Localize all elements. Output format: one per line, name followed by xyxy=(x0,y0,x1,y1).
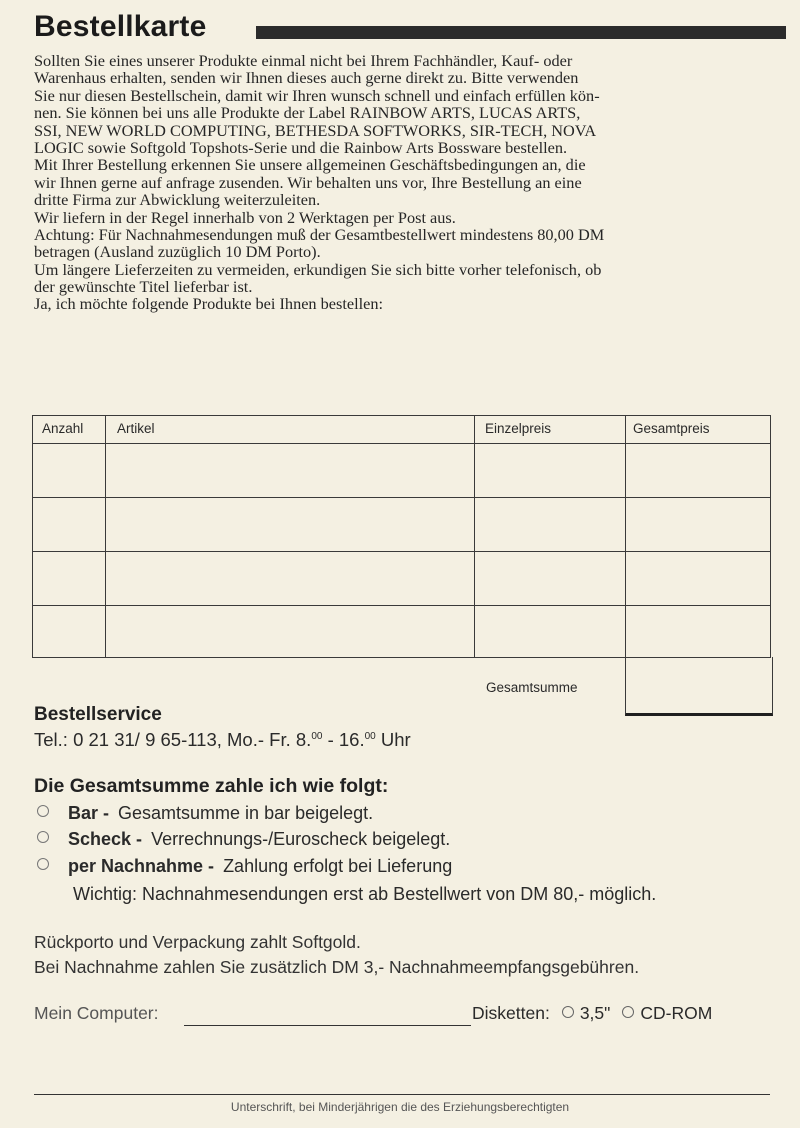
header-artikel: Artikel xyxy=(117,421,155,436)
intro-line: Wir liefern in der Regel innerhalb von 2 Werktagen per Post aus. xyxy=(34,207,456,227)
page-title: Bestellkarte xyxy=(34,10,207,43)
radio-icon[interactable] xyxy=(622,1006,634,1018)
option-name: Bar - xyxy=(68,803,110,823)
phone-sup: 00 xyxy=(364,731,376,742)
table-line xyxy=(32,497,771,498)
total-field[interactable] xyxy=(625,657,773,716)
disk-option-cdrom: CD-ROM xyxy=(640,1003,713,1023)
intro-line: der gewünschte Titel lieferbar ist. xyxy=(34,277,253,297)
shipping-note: Rückporto und Verpackung zahlt Softgold. xyxy=(34,932,361,952)
title-bar-decoration xyxy=(256,26,786,39)
intro-line: Sie nur diesen Bestellschein, damit wir Ihren wunsch schnell und einfach erfüllen kön- xyxy=(34,85,600,105)
intro-line: Mit Ihrer Bestellung erkennen Sie unsere allgemeinen Geschäftsbedingungen an, die xyxy=(34,155,586,175)
radio-icon[interactable] xyxy=(37,858,49,870)
cod-fee-note: Bei Nachnahme zahlen Sie zusätzlich DM 3,- Nachnahmeempfangsgebühren. xyxy=(34,957,640,977)
intro-line: nen. Sie können bei uns alle Produkte der Label RAINBOW ARTS, LUCAS ARTS, xyxy=(34,103,581,123)
table-line xyxy=(32,605,771,606)
intro-line: wir Ihnen gerne auf anfrage zusenden. Wir behalten uns vor, Ihre Bestellung an eine xyxy=(34,172,582,192)
radio-icon[interactable] xyxy=(37,831,49,843)
table-line xyxy=(474,415,475,658)
intro-line: LOGIC sowie Softgold Topshots-Serie und die Rainbow Arts Bossware bestellen. xyxy=(34,137,568,157)
intro-line: dritte Firma zur Abwicklung weiterzuleiten. xyxy=(34,190,321,210)
phone-text: Uhr xyxy=(375,729,411,750)
header xyxy=(34,10,786,50)
payment-option-nachnahme[interactable] xyxy=(37,856,452,880)
option-desc: Gesamtsumme in bar beigelegt. xyxy=(118,803,374,823)
header-anzahl: Anzahl xyxy=(42,421,84,436)
phone-text: - 16. xyxy=(322,729,365,750)
header-gesamtpreis: Gesamtpreis xyxy=(633,421,710,436)
intro-line: Sollten Sie eines unserer Produkte einmal nicht bei Ihrem Fachhändler, Kauf- oder xyxy=(34,51,573,70)
phone-text: Tel.: 0 21 31/ 9 65-113, Mo.- Fr. 8. xyxy=(34,729,312,750)
option-desc: Verrechnungs-/Euroscheck beigelegt. xyxy=(151,829,451,849)
disk-label: Disketten: xyxy=(472,1003,550,1023)
disk-option-35: 3,5" xyxy=(579,1003,611,1023)
intro-line: SSI, NEW WORLD COMPUTING, BETHESDA SOFTWORKS, SIR-TECH, NOVA xyxy=(34,120,597,140)
payment-note: Wichtig: Nachnahmesendungen erst ab Bestellwert von DM 80,- möglich. xyxy=(73,884,657,904)
table-line xyxy=(32,415,33,658)
intro-line: Ja, ich möchte folgende Produkte bei Ihnen bestellen: xyxy=(34,294,384,314)
option-name: per Nachnahme - xyxy=(68,856,215,876)
table-line xyxy=(625,415,626,658)
intro-line: Um längere Lieferzeiten zu vermeiden, erkundigen Sie sich bitte vorher telefonisch, ob xyxy=(34,259,602,279)
table-line xyxy=(32,551,771,552)
intro-line: betragen (Ausland zuzüglich 10 DM Porto). xyxy=(34,242,321,262)
payment-option-scheck[interactable] xyxy=(37,829,450,853)
intro-line: Achtung: Für Nachnahmesendungen muß der Gesamtbestellwert mindestens 80,00 DM xyxy=(34,224,605,244)
payment-title: Die Gesamtsumme zahle ich wie folgt: xyxy=(34,775,389,797)
table-line xyxy=(770,415,771,658)
intro-text xyxy=(34,52,786,313)
payment-option-bar[interactable] xyxy=(37,803,373,827)
header-einzelpreis: Einzelpreis xyxy=(485,421,552,436)
table-line xyxy=(32,415,771,416)
service-title: Bestellservice xyxy=(34,704,162,725)
disk-options xyxy=(472,1003,712,1024)
total-label: Gesamtsumme xyxy=(486,680,578,695)
radio-icon[interactable] xyxy=(562,1006,574,1018)
signature-field[interactable] xyxy=(34,1094,770,1095)
signature-label: Unterschrift, bei Minderjährigen die des Erziehungsberechtigten xyxy=(230,1100,570,1114)
table-line xyxy=(105,415,106,658)
option-desc: Zahlung erfolgt bei Lieferung xyxy=(223,856,453,876)
intro-line: Warenhaus erhalten, senden wir Ihnen dieses auch gerne direkt zu. Bitte verwenden xyxy=(34,68,579,88)
table-line xyxy=(32,443,771,444)
computer-field[interactable] xyxy=(184,1025,471,1026)
computer-row xyxy=(34,1003,774,1029)
radio-icon[interactable] xyxy=(37,805,49,817)
service-phone xyxy=(34,729,411,751)
option-name: Scheck - xyxy=(68,829,143,849)
phone-sup: 00 xyxy=(311,731,323,742)
computer-label: Mein Computer: xyxy=(34,1003,159,1023)
